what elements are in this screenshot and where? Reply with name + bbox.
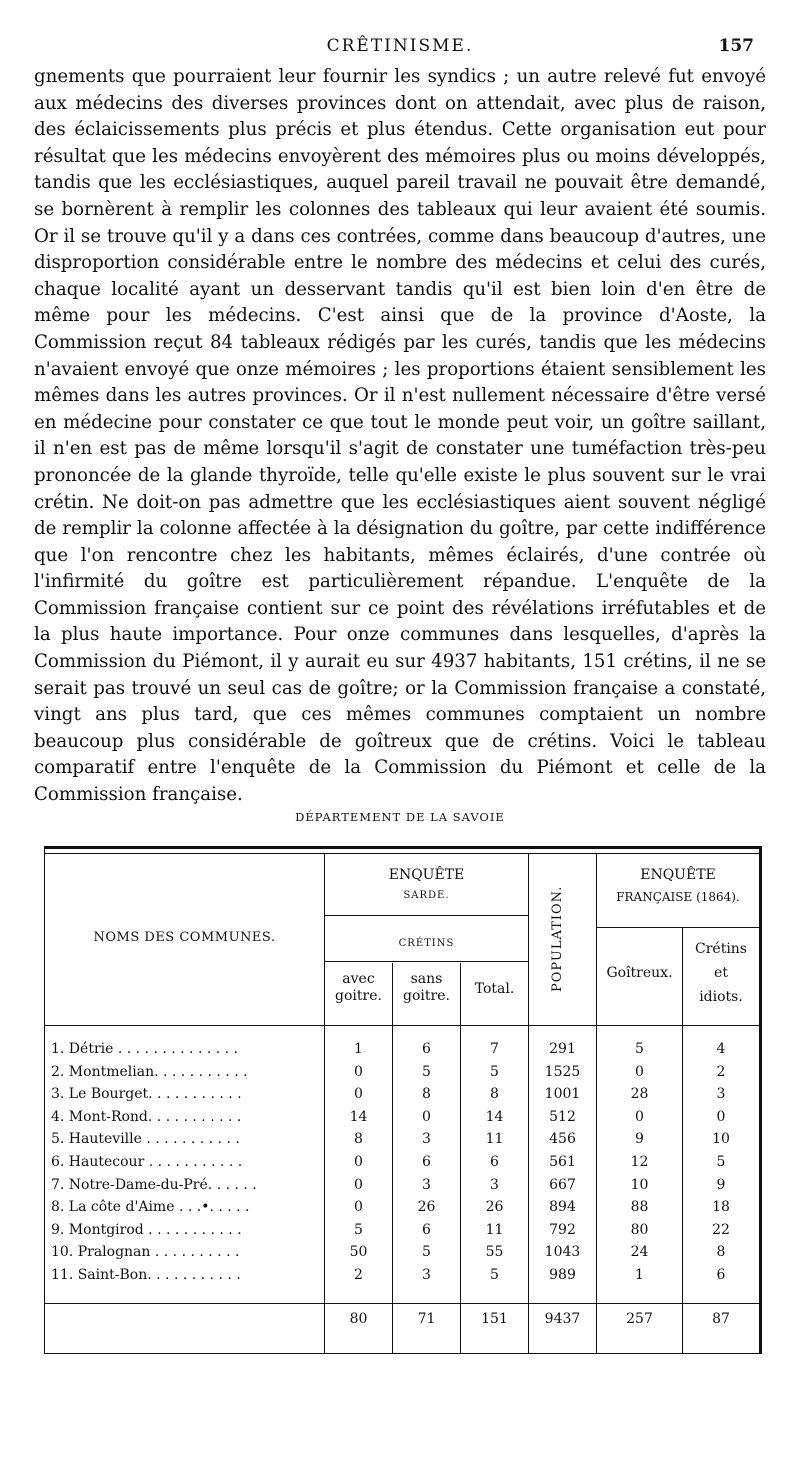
avec-goitre-cell: 0 (354, 1063, 363, 1080)
header-francaise-1864: FRANÇAISE (1864). (616, 890, 740, 904)
total-cell: 11 (485, 1221, 504, 1238)
sans-goitre-cell: 8 (422, 1086, 431, 1103)
header-population: POPULATION. (550, 885, 565, 993)
commune-name: 8. La côte d'Aime . . .•. . . . . (51, 1199, 250, 1216)
running-title: CRÊTINISME. (326, 36, 474, 56)
comparison-table (44, 846, 762, 1354)
commune-name: 9. Montgirod . . . . . . . . . . . (51, 1221, 242, 1238)
header-rule (325, 915, 529, 916)
table-row (45, 1177, 759, 1200)
total-cretins: 151 (481, 1311, 508, 1327)
total-cell: 11 (485, 1131, 504, 1148)
cretins-idiots-cell: 3 (716, 1086, 726, 1103)
goitreux-cell: 9 (635, 1131, 644, 1148)
commune-name: 7. Notre-Dame-du-Pré. . . . . . (51, 1176, 257, 1193)
header-avec-goitre-1: avec (342, 971, 375, 987)
header-cretins-idiots-2: et (714, 965, 728, 981)
sans-goitre-cell: 0 (422, 1108, 431, 1125)
sans-goitre-cell: 3 (422, 1131, 431, 1148)
header-communes: NOMS DES COMMUNES. (93, 930, 276, 945)
total-population: 9437 (544, 1311, 581, 1327)
population-cell: 291 (549, 1041, 576, 1057)
sans-goitre-cell: 3 (422, 1267, 431, 1283)
cretins-idiots-cell: 4 (716, 1041, 726, 1057)
sans-goitre-cell: 6 (422, 1041, 431, 1057)
total-cell: 3 (490, 1176, 499, 1193)
commune-name: 11. Saint-Bon. . . . . . . . . . . (51, 1267, 241, 1283)
table-row (45, 1109, 759, 1132)
table-row (45, 1064, 759, 1087)
population-cell: 792 (549, 1221, 576, 1238)
avec-goitre-cell: 50 (349, 1244, 368, 1261)
avec-goitre-cell: 14 (349, 1108, 368, 1125)
table-caption: DÉPARTEMENT DE LA SAVOIE (295, 810, 505, 824)
total-avec-goitre: 80 (349, 1311, 368, 1327)
sans-goitre-cell: 3 (422, 1176, 431, 1193)
table-row (45, 1041, 759, 1064)
cretins-idiots-cell: 5 (716, 1154, 726, 1170)
cretins-idiots-cell: 10 (712, 1131, 730, 1148)
total-cell: 6 (490, 1154, 499, 1170)
cretins-idiots-cell: 6 (716, 1267, 726, 1283)
sans-goitre-cell: 26 (417, 1199, 436, 1216)
avec-goitre-cell: 0 (354, 1154, 363, 1170)
header-avec-goitre-2: goitre. (335, 988, 382, 1004)
total-cell: 14 (485, 1108, 504, 1125)
header-enquete-sarde: ENQUÊTE (388, 867, 465, 883)
total-cell: 26 (485, 1199, 504, 1216)
table-row (45, 1086, 759, 1109)
goitreux-cell: 12 (630, 1154, 649, 1170)
sans-goitre-cell: 5 (422, 1244, 431, 1261)
goitreux-cell: 1 (635, 1267, 644, 1283)
total-cell: 8 (490, 1086, 499, 1103)
page-number: 157 (718, 36, 754, 56)
header-cretins-idiots-3: idiots. (699, 989, 743, 1005)
table-row (45, 1154, 759, 1177)
table-row (45, 1267, 759, 1290)
sans-goitre-cell: 5 (422, 1063, 431, 1080)
avec-goitre-cell: 0 (354, 1176, 363, 1193)
goitreux-cell: 24 (630, 1244, 649, 1261)
commune-name: 1. Détrie . . . . . . . . . . . . . . (51, 1041, 239, 1057)
avec-goitre-cell: 8 (354, 1131, 363, 1148)
cretins-idiots-cell: 2 (716, 1063, 726, 1080)
avec-goitre-cell: 1 (354, 1041, 363, 1057)
total-cell: 5 (490, 1267, 499, 1283)
population-cell: 1043 (544, 1244, 581, 1261)
sans-goitre-cell: 6 (422, 1154, 431, 1170)
cretins-idiots-cell: 18 (712, 1199, 730, 1216)
goitreux-cell: 0 (635, 1063, 644, 1080)
total-sans-goitre: 71 (417, 1311, 436, 1327)
table-row (45, 1244, 759, 1267)
population-cell: 667 (549, 1176, 576, 1193)
commune-name: 5. Hauteville . . . . . . . . . . . (51, 1131, 240, 1148)
commune-name: 3. Le Bourget. . . . . . . . . . . (51, 1086, 242, 1103)
goitreux-cell: 10 (630, 1176, 649, 1193)
goitreux-cell: 28 (630, 1086, 649, 1103)
header-cretins-idiots-1: Crétins (695, 941, 747, 957)
header-sans-goitre-1: sans (410, 971, 443, 987)
commune-name: 10. Pralognan . . . . . . . . . . (51, 1244, 240, 1261)
total-goitreux: 257 (626, 1311, 653, 1327)
header-sarde: SARDE. (403, 890, 450, 901)
avec-goitre-cell: 2 (354, 1267, 363, 1283)
goitreux-cell: 0 (635, 1108, 644, 1125)
population-cell: 894 (549, 1199, 576, 1216)
total-cretins-idiots: 87 (712, 1311, 730, 1327)
commune-name: 4. Mont-Rond. . . . . . . . . . . (51, 1108, 242, 1125)
table-row (45, 1199, 759, 1222)
header-cretins: CRÉTINS (398, 938, 455, 949)
population-cell: 989 (549, 1267, 576, 1283)
total-cell: 55 (485, 1244, 504, 1261)
goitreux-cell: 80 (630, 1221, 649, 1238)
cretins-idiots-cell: 22 (712, 1221, 730, 1238)
table-top-rule (45, 853, 759, 854)
avec-goitre-cell: 0 (354, 1086, 363, 1103)
header-total: Total. (474, 981, 515, 997)
totals-rule (45, 1303, 759, 1304)
table-row (45, 1131, 759, 1154)
population-cell: 1001 (544, 1086, 581, 1103)
goitreux-cell: 88 (630, 1199, 649, 1216)
sans-goitre-cell: 6 (422, 1221, 431, 1238)
avec-goitre-cell: 0 (354, 1199, 363, 1216)
body-paragraph: gnements que pourraient leur fournir les syndics ; un autre relevé fut envoyé aux médecins des diverses provinces dont on attendait, avec plus de raison, des éclaicissements plus précis et plus étendus. Cette organisation eut pour résultat que les médecins envoyèrent des mémoires plus ou moins développés, tandis que les ecclésiastiques, auquel pareil travail ne pouvait être demandé, se bornèrent à remplir les colonnes des tableaux qui leur avaient été soumis. Or il se trouve qu'il y a dans ces contrées, comme dans beaucoup d'autres, une disproportion considérable entre le nombre des médecins et celui des curés, chaque localité ayant un desservant tandis qu'il est bien loin d'en être de même pour les médecins. C'est ainsi que de la province d'Aoste, la Commission reçut 84 tableaux rédigés par les curés, tandis que les médecins n'avaient envoyé que onze mémoires ; les proportions étaient sensiblement les mêmes dans les autres provinces. Or il n'est nullement nécessaire d'être versé en médecine pour constater ce que tout le monde peut voir, un goître saillant, il n'en est pas de même lorsqu'il s'agit de constater une tuméfaction très-peu prononcée de la glande thyroïde, telle qu'elle existe le plus souvent sur le vrai crétin. Ne doit-on pas admettre que les ecclésiastiques aient souvent négligé de remplir la colonne affectée à la désignation du goître, par cette indifférence que l'on rencontre chez les habitants, mêmes éclairés, d'une contrée où l'infirmité du goître est particulièrement répandue. L'enquête de la Commission française contient sur ce point des révélations irréfutables et de la plus haute importance. Pour onze communes dans lesquelles, d'après la Commission du Piémont, il y aurait eu sur 4937 habitants, 151 crétins, il ne se serait pas trouvé un seul cas de goître; or la Commission française a constaté, vingt ans plus tard, que ces mêmes communes comptaient un nombre beaucoup plus considérable de goîtreux que de crétins. Voici le tableau comparatif entre l'enquête de la Commission du Piémont et celle de la Commission française. (34, 66, 766, 806)
commune-name: 6. Hautecour . . . . . . . . . . . (51, 1154, 243, 1170)
commune-name: 2. Montmelian. . . . . . . . . . . (51, 1063, 248, 1080)
page-header (0, 36, 800, 56)
cretins-idiots-cell: 9 (716, 1176, 726, 1193)
population-cell: 456 (549, 1131, 576, 1148)
header-rule (597, 927, 759, 928)
population-cell: 512 (549, 1108, 576, 1125)
header-goitreux: Goîtreux. (606, 965, 673, 981)
total-cell: 7 (490, 1041, 499, 1057)
population-cell: 561 (549, 1154, 576, 1170)
goitreux-cell: 5 (635, 1041, 644, 1057)
avec-goitre-cell: 5 (354, 1221, 363, 1238)
header-bottom-rule (45, 1025, 759, 1026)
header-rule (325, 961, 529, 962)
population-cell: 1525 (544, 1063, 581, 1080)
table-row (45, 1222, 759, 1245)
header-sans-goitre-2: goitre. (403, 988, 450, 1004)
totals-row (45, 1311, 759, 1334)
cretins-idiots-cell: 0 (716, 1108, 726, 1125)
total-cell: 5 (490, 1063, 499, 1080)
header-enquete-francaise: ENQUÊTE (640, 867, 716, 883)
cretins-idiots-cell: 8 (716, 1244, 726, 1261)
